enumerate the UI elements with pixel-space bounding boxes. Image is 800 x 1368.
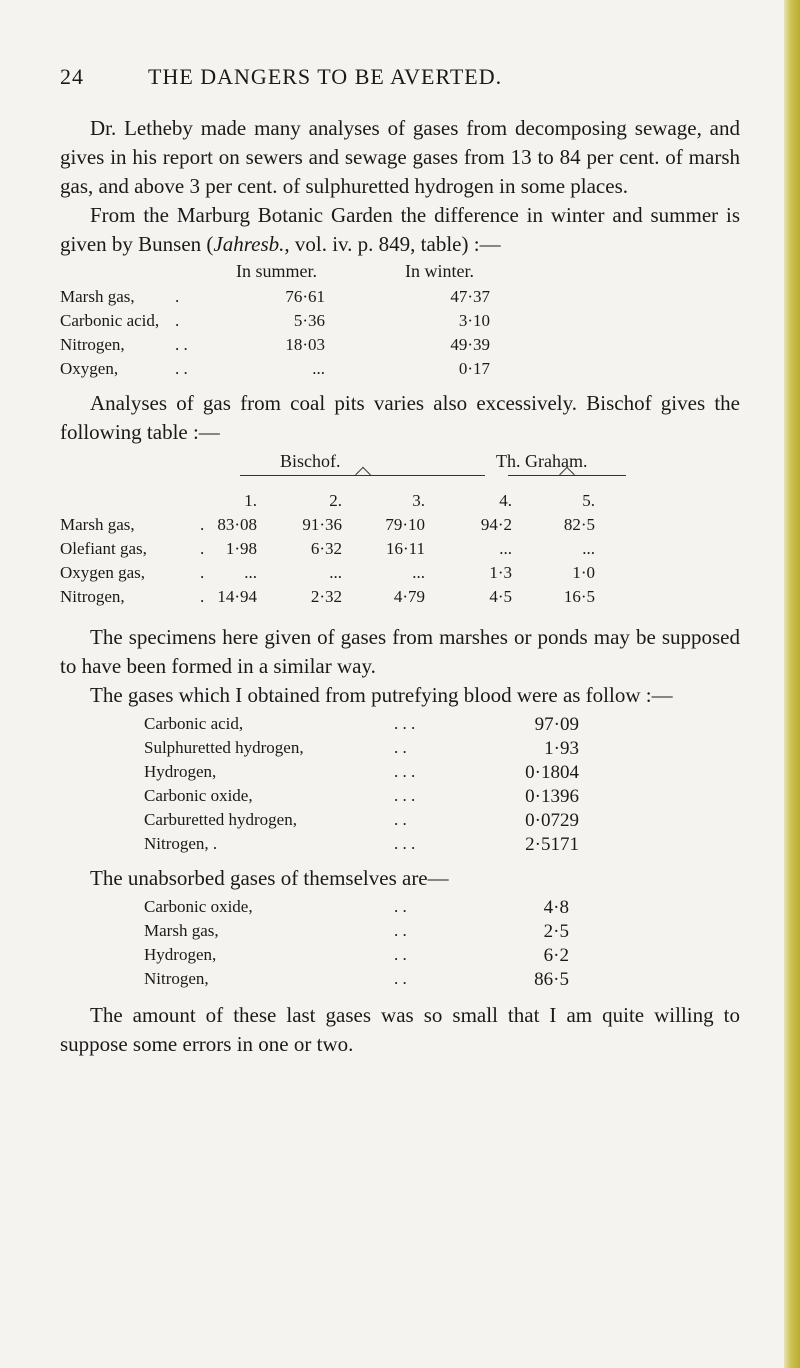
table-cell: ... — [582, 539, 595, 558]
row-label: Carbonic oxide, — [144, 897, 253, 916]
table-cell: ... — [329, 563, 342, 582]
row-value: 0·1804 — [525, 762, 579, 783]
leader-dots: . . — [175, 335, 188, 354]
brace-bischof — [240, 475, 485, 488]
paragraph-letheby: Dr. Letheby made many analyses of gases from decomposing sewage, and gives in his report on sewers and sewage gases from 13 to 84 per cent. of marsh gas, and above 3 per cent. of sulphuretted hydrogen in some places. — [60, 116, 740, 198]
table-row — [144, 969, 740, 993]
value-winter: 49·39 — [450, 335, 490, 354]
column-number: 3. — [412, 491, 425, 510]
row-label: Nitrogen, — [60, 587, 125, 606]
value-winter: 47·37 — [450, 287, 490, 306]
column-number: 2. — [329, 491, 342, 510]
table-row — [60, 287, 740, 311]
leader-dots: . . — [175, 359, 188, 378]
table-cell: 4·5 — [489, 587, 512, 606]
table-row — [144, 897, 740, 921]
leader-dots: . . — [394, 810, 407, 829]
table-cell: ... — [499, 539, 512, 558]
row-value: 2·5 — [543, 921, 569, 942]
row-value: 4·8 — [543, 897, 569, 918]
table-row — [144, 714, 740, 738]
column-number: 4. — [499, 491, 512, 510]
row-label: Oxygen gas, — [60, 563, 145, 582]
paragraph-marburg — [60, 201, 740, 259]
table-cell: 82·5 — [563, 515, 595, 534]
group-header-graham: Th. Graham. — [496, 451, 588, 471]
table-coal-pits — [60, 451, 740, 623]
row-value: 97·09 — [534, 714, 579, 735]
running-title: THE DANGERS TO BE AVERTED. — [148, 64, 503, 89]
row-label: Hydrogen, — [144, 762, 217, 781]
table-cell: 4·79 — [393, 587, 425, 606]
table-cell: 14·94 — [217, 587, 257, 606]
book-page — [60, 52, 740, 1059]
running-header — [60, 52, 740, 92]
value-summer: 18·03 — [285, 335, 325, 354]
table-cell: 91·36 — [302, 515, 342, 534]
row-value: 6·2 — [543, 945, 569, 966]
leader-dots: . . . — [394, 762, 416, 781]
col-header-summer: In summer. — [236, 261, 317, 281]
value-winter: 3·10 — [458, 311, 490, 330]
row-value: 0·1396 — [525, 786, 579, 807]
table-row — [144, 834, 740, 858]
column-number: 1. — [244, 491, 257, 510]
value-summer: 5·36 — [293, 311, 325, 330]
leader-dots: . — [200, 563, 205, 582]
row-value: 86·5 — [534, 969, 569, 990]
table-marburg — [60, 261, 740, 389]
table-row — [60, 563, 740, 587]
paragraph-conclusion: The amount of these last gases was so small that I am quite willing to suppose some errors in one or two. — [60, 1003, 740, 1056]
table-row — [60, 587, 740, 611]
table-row — [60, 311, 740, 335]
brace-graham — [508, 475, 626, 488]
row-label: Carbonic acid, — [60, 311, 160, 330]
row-label: Carburetted hydrogen, — [144, 810, 297, 829]
leader-dots: . . . — [394, 834, 416, 853]
row-label: Hydrogen, — [144, 945, 217, 964]
table-row — [144, 786, 740, 810]
row-value: 2·5171 — [525, 834, 579, 855]
paragraph-marburg-em: Jahresb. — [213, 232, 285, 256]
row-label: Carbonic acid, — [144, 714, 244, 733]
page-number: 24 — [60, 64, 84, 89]
group-header-bischof: Bischof. — [280, 451, 341, 471]
paragraph-coal-pits: Analyses of gas from coal pits varies also excessively. Bischof gives the following table :— — [60, 391, 740, 444]
table-blood-gases — [144, 714, 740, 858]
paragraph-specimens: The specimens here given of gases from marshes or ponds may be supposed to have been formed in a similar way. — [60, 625, 740, 678]
leader-dots: . . . — [394, 786, 416, 805]
table-row — [60, 359, 740, 383]
table-row — [60, 539, 740, 563]
table-cell: 1·0 — [572, 563, 595, 582]
table-row — [60, 515, 740, 539]
table-row — [144, 762, 740, 786]
table-row — [144, 738, 740, 762]
leader-dots: . . — [394, 897, 407, 916]
table-cell: ... — [244, 563, 257, 582]
value-winter: 0·17 — [458, 359, 490, 378]
table-cell: ... — [412, 563, 425, 582]
table-row — [144, 810, 740, 834]
table-cell: 1·98 — [225, 539, 257, 558]
row-label: Sulphuretted hydrogen, — [144, 738, 304, 757]
value-summer: 76·61 — [285, 287, 325, 306]
table-row — [144, 945, 740, 969]
leader-dots: . — [200, 587, 205, 606]
page-edge-decoration — [784, 0, 800, 1368]
paragraph-marburg-b: , vol. iv. p. 849, table) :— — [284, 232, 501, 256]
row-value: 1·93 — [544, 738, 579, 759]
paragraph-marburg-a: From the Marburg Botanic Garden the difference in winter and summer is given by Bunsen ( — [60, 203, 740, 256]
leader-dots: . . — [394, 969, 407, 988]
column-number: 5. — [582, 491, 595, 510]
table-unabsorbed-gases — [144, 897, 740, 993]
col-header-winter: In winter. — [405, 261, 474, 281]
table-row — [60, 335, 740, 359]
paragraph-blood: The gases which I obtained from putrefying blood were as follow :— — [90, 683, 673, 707]
table-cell: 1·3 — [489, 563, 512, 582]
table-cell: 16·5 — [563, 587, 595, 606]
table-row — [144, 921, 740, 945]
table-cell: 16·11 — [385, 539, 425, 558]
table-cell: 6·32 — [310, 539, 342, 558]
row-label: Marsh gas, — [60, 287, 135, 306]
row-label: Nitrogen, . — [144, 834, 218, 853]
row-label: Carbonic oxide, — [144, 786, 253, 805]
table-cell: 79·10 — [385, 515, 425, 534]
table-cell: 2·32 — [310, 587, 342, 606]
paragraph-unabsorbed: The unabsorbed gases of themselves are— — [90, 866, 449, 890]
leader-dots: . — [175, 287, 180, 306]
leader-dots: . . — [394, 738, 407, 757]
value-summer: ... — [312, 359, 325, 378]
leader-dots: . — [200, 515, 205, 534]
leader-dots: . — [175, 311, 180, 330]
row-label: Nitrogen, — [144, 969, 209, 988]
table-cell: 83·08 — [217, 515, 257, 534]
row-value: 0·0729 — [525, 810, 579, 831]
row-label: Olefiant gas, — [60, 539, 147, 558]
leader-dots: . . — [394, 945, 407, 964]
leader-dots: . . . — [394, 714, 416, 733]
leader-dots: . — [200, 539, 205, 558]
row-label: Marsh gas, — [60, 515, 135, 534]
row-label: Oxygen, — [60, 359, 119, 378]
leader-dots: . . — [394, 921, 407, 940]
table-cell: 94·2 — [480, 515, 512, 534]
row-label: Nitrogen, — [60, 335, 125, 354]
row-label: Marsh gas, — [144, 921, 219, 940]
